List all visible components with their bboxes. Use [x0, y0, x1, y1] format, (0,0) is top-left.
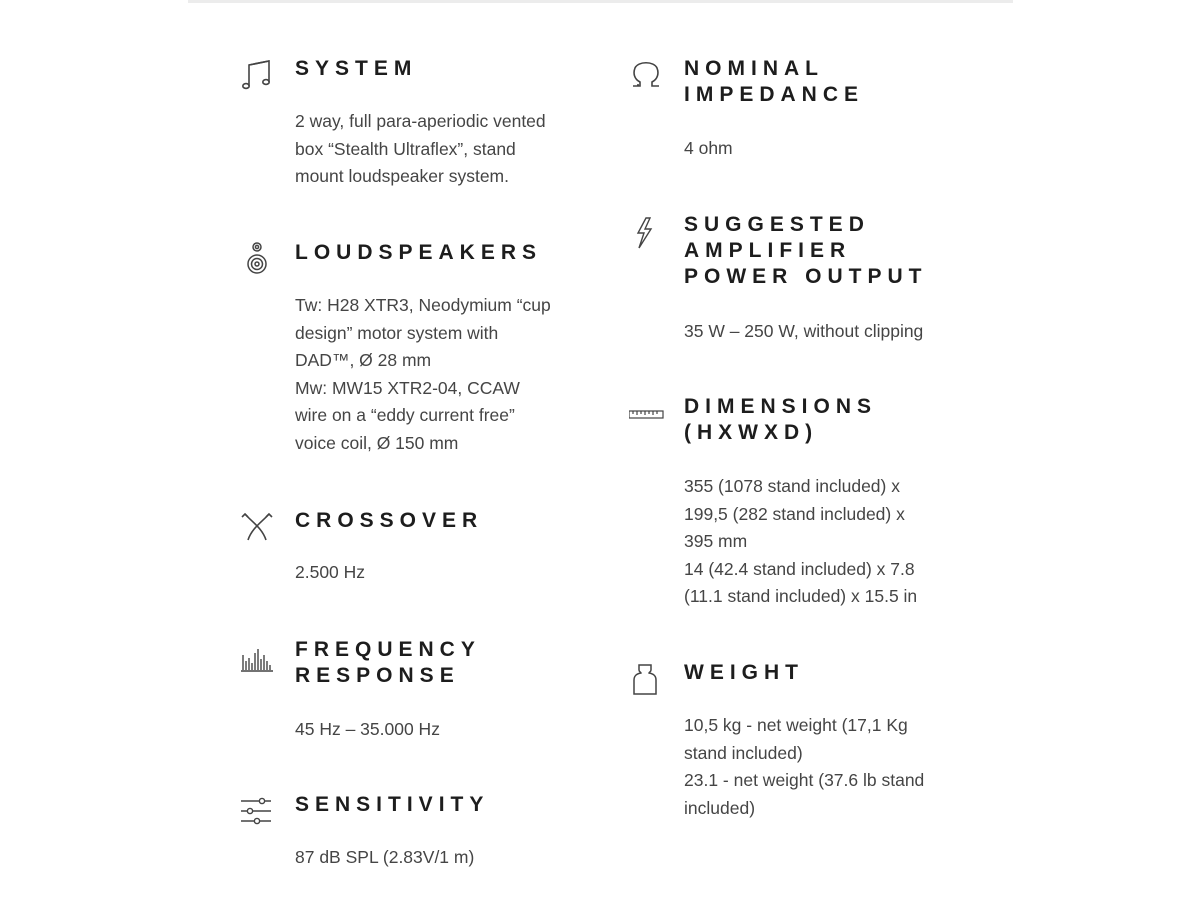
spec-line: 2.500 Hz [295, 562, 366, 582]
spec-line: 45 Hz – 35.000 Hz [295, 719, 440, 739]
spec-value [295, 844, 595, 872]
ruler-icon [629, 396, 665, 432]
spec-line: 35 W – 250 W, without clipping [684, 321, 924, 341]
spec-title: LOUDSPEAKERS [295, 241, 543, 264]
spec-value [295, 292, 595, 457]
spec-title-line: DIMENSIONS [684, 395, 878, 418]
spec-line: 355 (1078 stand included) x [684, 476, 900, 496]
spec-title: WEIGHT [684, 661, 804, 684]
spec-line: voice coil, Ø 150 mm [295, 432, 459, 453]
spec-line: included) [684, 797, 756, 818]
spec-line: box “Stealth Ultraflex”, stand [295, 138, 516, 159]
spec-title: CROSSOVER [295, 509, 484, 532]
spec-title-line: POWER OUTPUT [684, 265, 928, 288]
spec-line: 23.1 - net weight (37.6 lb stand [684, 770, 925, 790]
spec-line: Mw: MW15 XTR2-04, CCAW [295, 377, 520, 398]
spec-value [684, 473, 984, 611]
spec-title-line: FREQUENCY [295, 638, 481, 661]
spec-line: Tw: H28 XTR3, Neodymium “cup [295, 295, 551, 315]
spec-value [684, 135, 984, 163]
spec-line: 199,5 (282 stand included) x [684, 503, 905, 524]
spec-line: design” motor system with [295, 322, 499, 343]
spec-title-line: SUGGESTED [684, 213, 870, 236]
spec-title-line: (HXWXD) [684, 421, 819, 444]
spec-title: SENSITIVITY [295, 793, 490, 816]
spec-line: 395 mm [684, 531, 748, 551]
spec-value [684, 318, 984, 346]
spec-line: 10,5 kg - net weight (17,1 Kg [684, 715, 908, 735]
spec-title: SYSTEM [295, 57, 418, 80]
spec-title [684, 56, 974, 108]
spec-value [295, 108, 595, 191]
spec-line: (11.1 stand included) x 15.5 in [684, 586, 918, 606]
top-divider [188, 0, 1013, 3]
weight-icon [629, 662, 665, 698]
spec-title-line: AMPLIFIER [684, 239, 852, 262]
bar-graph-icon [240, 641, 276, 677]
spec-line: 4 ohm [684, 138, 733, 158]
spec-line: wire on a “eddy current free” [295, 405, 515, 425]
spec-value [684, 712, 984, 822]
spec-line: 2 way, full para-aperiodic vented [295, 111, 546, 131]
spec-value [295, 559, 595, 587]
speaker-icon [240, 240, 276, 276]
lightning-icon [629, 216, 665, 252]
music-note-icon [240, 56, 276, 92]
spec-line: 14 (42.4 stand included) x 7.8 [684, 558, 915, 579]
spec-line: 87 dB SPL (2.83V/1 m) [295, 847, 475, 867]
spec-line: DAD™, Ø 28 mm [295, 350, 432, 370]
spec-title [684, 212, 974, 290]
spec-title-line: IMPEDANCE [684, 83, 865, 106]
spec-title-line: RESPONSE [295, 664, 460, 687]
crossover-icon [240, 508, 276, 544]
omega-icon [629, 56, 665, 92]
spec-line: mount loudspeaker system. [295, 166, 509, 186]
sliders-icon [240, 792, 276, 828]
spec-title-line: NOMINAL [684, 57, 824, 80]
spec-title [295, 637, 585, 689]
spec-title [684, 394, 974, 446]
spec-value [295, 716, 595, 744]
spec-line: stand included) [684, 742, 803, 763]
